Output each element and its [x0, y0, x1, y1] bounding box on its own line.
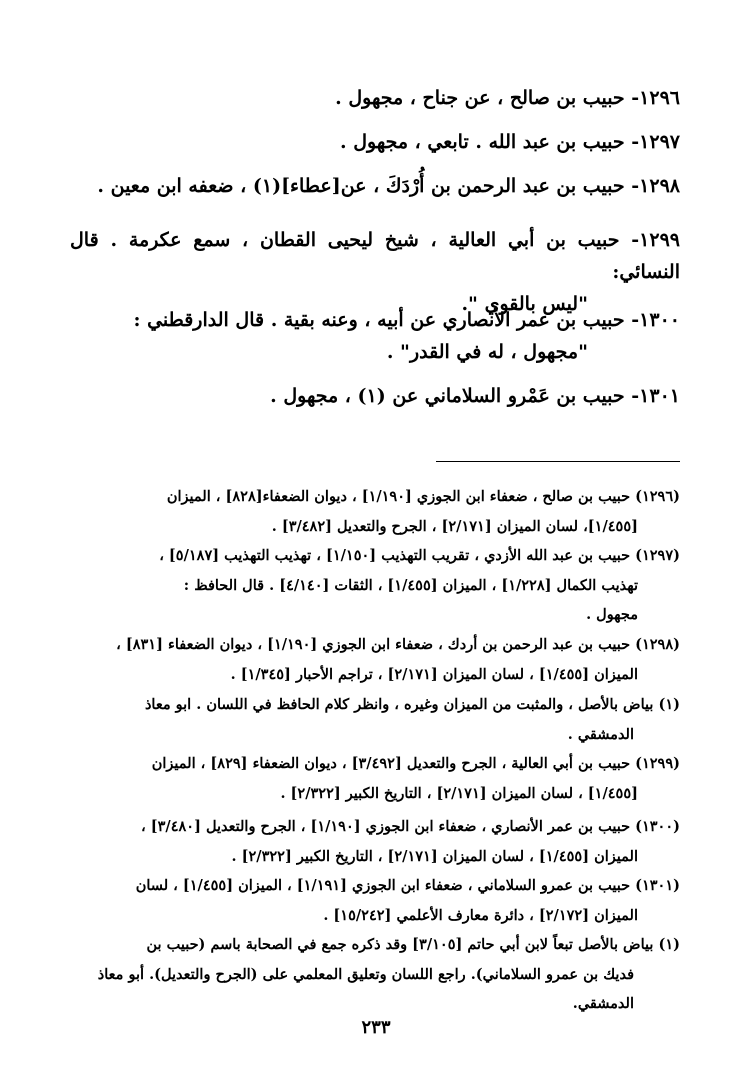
footnote-1297: (١٢٩٧) حبيب بن عبد الله الأزدي ، تقريب التهذيب [١/١٥٠] ، تهذيب التهذيب [٥/١٨٧] ، تهذيب الكمال [١/٢٢٨] ، الميزان [١/٤٥٥] ، الثقات [٤/١٤٠] . قال الحافظ : مجهول . — [159, 547, 680, 623]
footnote-note-1298: (١) بياض بالأصل ، والمثبت من الميزان وغيره ، وانظر كلام الحافظ في اللسان . ابو معاذ الدمشقي . — [144, 696, 680, 743]
footnote-note-1301: (١) بياض بالأصل تبعاً لابن أبي حاتم [٣/١٠٥] وقد ذكره جمع في الصحابة باسم (حبيب بن فديك بن عمرو السلاماني). راجع اللسان وتعليق المعلمي على (الجرح والتعديل). أبو معاذ الدمشقي. — [97, 936, 680, 1012]
footnote-1300: (١٣٠٠) حبيب بن عمر الأنصاري ، ضعفاء ابن الجوزي [١/١٩٠] ، الجرح والتعديل [٣/٤٨٠] ، الميزان [١/٤٥٥] ، لسان الميزان [٢/١٧١] ، التاريخ الكبير [٢/٣٢٢] . — [141, 818, 680, 865]
entry-1297: ١٢٩٧- حبيب بن عبد الله . تابعي ، مجهول . — [339, 131, 680, 153]
footnote-separator — [436, 461, 680, 462]
entry-1300: ١٣٠٠- حبيب بن عمر الأنصاري عن أبيه ، وعنه بقية . قال الدارقطني : "مجهول ، له في القدر" . — [133, 309, 680, 363]
page-number: ٢٣٣ — [361, 1017, 391, 1038]
footnote-1298: (١٢٩٨) حبيب بن عبد الرحمن بن أردك ، ضعفاء ابن الجوزي [١/١٩٠] ، ديوان الضعفاء [٨٣١] ، الميزان [١/٤٥٥] ، لسان الميزان [٢/١٧١] ، تراجم الأحبار [١/٣٤٥] . — [116, 636, 680, 683]
entry-1301: ١٣٠١- حبيب بن عَمْرو السلاماني عن (١) ، مجهول . — [270, 385, 680, 407]
footnote-1301: (١٣٠١) حبيب بن عمرو السلاماني ، ضعفاء ابن الجوزي [١/١٩١] ، الميزان [١/٤٥٥] ، لسان الميزان [٢/١٧٢] ، دائرة معارف الأعلمي [١٥/٢٤٢] . — [135, 877, 680, 924]
footnote-1296: (١٢٩٦) حبيب بن صالح ، ضعفاء ابن الجوزي [١/١٩٠] ، ديوان الضعفاء[٨٢٨] ، الميزان [١/٤٥٥]، لسان الميزان [٢/١٧١] ، الجرح والتعديل [٣/٤٨٢] . — [166, 488, 680, 535]
entry-1298: ١٢٩٨- حبيب بن عبد الرحمن بن أُرْدَكَ ، عن[عطاء](١) ، ضعفه ابن معين . — [97, 175, 680, 197]
entry-1299: ١٢٩٩- حبيب بن أبي العالية ، شيخ ليحيى القطان ، سمع عكرمة . قال النسائي: "ليس بالقوي ". — [70, 229, 680, 315]
entry-1296: ١٢٩٦- حبيب بن صالح ، عن جناح ، مجهول . — [335, 87, 680, 109]
footnote-1299: (١٢٩٩) حبيب بن أبي العالية ، الجرح والتعديل [٣/٤٩٢] ، ديوان الضعفاء [٨٢٩] ، الميزان [١/٤٥٥] ، لسان الميزان [٢/١٧١] ، التاريخ الكبير [٢/٣٢٢] . — [151, 755, 680, 802]
